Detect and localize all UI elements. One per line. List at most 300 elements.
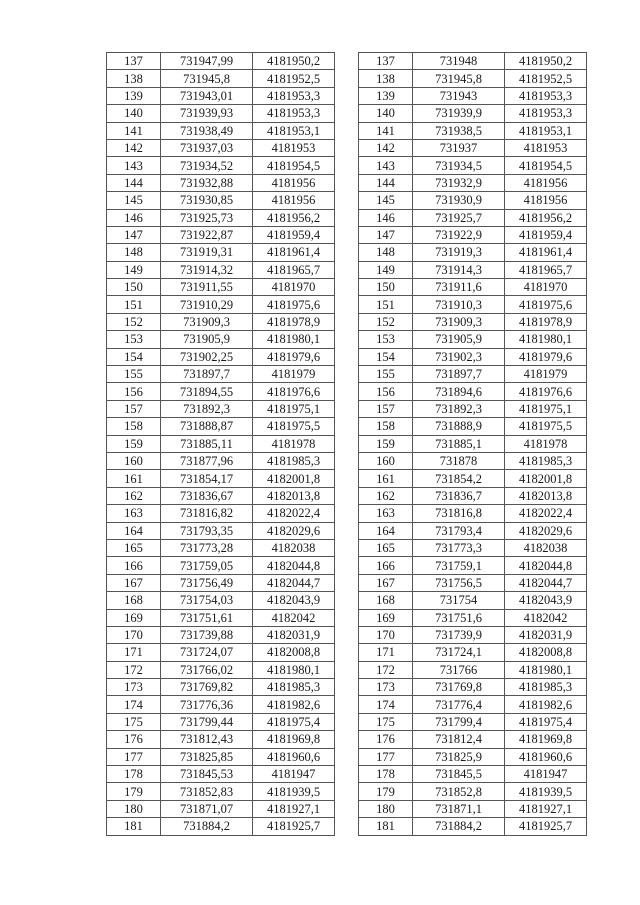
left-point-number-cell: 157: [107, 400, 161, 417]
right-point-number-cell: 141: [359, 122, 413, 139]
table-row: [107, 452, 587, 469]
left-y-coordinate-cell: 4181975,6: [253, 296, 335, 313]
left-point-number-cell: 155: [107, 366, 161, 383]
right-y-coordinate-cell: 4181985,3: [505, 679, 587, 696]
table-row: [107, 800, 587, 817]
left-y-coordinate-cell: 4182043,9: [253, 592, 335, 609]
left-y-coordinate-cell: 4181956,2: [253, 209, 335, 226]
left-x-coordinate-cell: 731885,11: [161, 435, 253, 452]
left-x-coordinate-cell: 731852,83: [161, 783, 253, 800]
right-y-coordinate-cell: 4181950,2: [505, 53, 587, 70]
table-row: [107, 679, 587, 696]
right-y-coordinate-cell: 4182042: [505, 609, 587, 626]
left-x-coordinate-cell: 731934,52: [161, 157, 253, 174]
left-y-coordinate-cell: 4181970: [253, 279, 335, 296]
table-row: [107, 174, 587, 191]
left-point-number-cell: 166: [107, 557, 161, 574]
left-x-coordinate-cell: 731871,07: [161, 800, 253, 817]
right-point-number-cell: 149: [359, 261, 413, 278]
column-gap: [335, 313, 359, 330]
right-point-number-cell: 170: [359, 626, 413, 643]
left-y-coordinate-cell: 4182008,8: [253, 644, 335, 661]
left-x-coordinate-cell: 731894,55: [161, 383, 253, 400]
left-x-coordinate-cell: 731897,7: [161, 366, 253, 383]
left-point-number-cell: 162: [107, 487, 161, 504]
table-row: [107, 609, 587, 626]
column-gap: [335, 626, 359, 643]
right-y-coordinate-cell: 4181953,1: [505, 122, 587, 139]
right-y-coordinate-cell: 4182044,7: [505, 574, 587, 591]
left-y-coordinate-cell: 4181965,7: [253, 261, 335, 278]
right-y-coordinate-cell: 4181961,4: [505, 244, 587, 261]
left-point-number-cell: 156: [107, 383, 161, 400]
right-point-number-cell: 139: [359, 87, 413, 104]
left-x-coordinate-cell: 731945,8: [161, 70, 253, 87]
left-x-coordinate-cell: 731854,17: [161, 470, 253, 487]
table-row: [107, 626, 587, 643]
right-x-coordinate-cell: 731759,1: [413, 557, 505, 574]
right-y-coordinate-cell: 4181953: [505, 139, 587, 156]
right-x-coordinate-cell: 731934,5: [413, 157, 505, 174]
left-point-number-cell: 159: [107, 435, 161, 452]
right-x-coordinate-cell: 731932,9: [413, 174, 505, 191]
right-y-coordinate-cell: 4181927,1: [505, 800, 587, 817]
right-point-number-cell: 143: [359, 157, 413, 174]
left-x-coordinate-cell: 731914,32: [161, 261, 253, 278]
right-point-number-cell: 164: [359, 522, 413, 539]
right-point-number-cell: 166: [359, 557, 413, 574]
left-point-number-cell: 170: [107, 626, 161, 643]
left-y-coordinate-cell: 4181953,3: [253, 105, 335, 122]
left-point-number-cell: 169: [107, 609, 161, 626]
left-y-coordinate-cell: 4181976,6: [253, 383, 335, 400]
right-point-number-cell: 173: [359, 679, 413, 696]
left-x-coordinate-cell: 731769,82: [161, 679, 253, 696]
right-point-number-cell: 152: [359, 313, 413, 330]
left-y-coordinate-cell: 4181950,2: [253, 53, 335, 70]
right-y-coordinate-cell: 4181952,5: [505, 70, 587, 87]
right-y-coordinate-cell: 4181939,5: [505, 783, 587, 800]
left-point-number-cell: 147: [107, 226, 161, 243]
table-row: [107, 87, 587, 104]
right-y-coordinate-cell: 4181953,3: [505, 87, 587, 104]
right-x-coordinate-cell: 731945,8: [413, 70, 505, 87]
left-y-coordinate-cell: 4182038: [253, 539, 335, 556]
left-y-coordinate-cell: 4181985,3: [253, 679, 335, 696]
right-y-coordinate-cell: 4181956,2: [505, 209, 587, 226]
column-gap: [335, 696, 359, 713]
right-x-coordinate-cell: 731871,1: [413, 800, 505, 817]
right-y-coordinate-cell: 4181985,3: [505, 452, 587, 469]
left-y-coordinate-cell: 4182042: [253, 609, 335, 626]
table-row: [107, 748, 587, 765]
left-x-coordinate-cell: 731724,07: [161, 644, 253, 661]
column-gap: [335, 731, 359, 748]
left-point-number-cell: 175: [107, 713, 161, 730]
right-point-number-cell: 154: [359, 348, 413, 365]
right-y-coordinate-cell: 4181956: [505, 192, 587, 209]
right-point-number-cell: 168: [359, 592, 413, 609]
right-point-number-cell: 180: [359, 800, 413, 817]
right-y-coordinate-cell: 4181976,6: [505, 383, 587, 400]
left-x-coordinate-cell: 731888,87: [161, 418, 253, 435]
table-row: [107, 383, 587, 400]
table-row: [107, 105, 587, 122]
right-y-coordinate-cell: 4182031,9: [505, 626, 587, 643]
right-x-coordinate-cell: 731897,7: [413, 366, 505, 383]
column-gap: [335, 400, 359, 417]
left-x-coordinate-cell: 731845,53: [161, 766, 253, 783]
column-gap: [335, 105, 359, 122]
right-x-coordinate-cell: 731812,4: [413, 731, 505, 748]
right-x-coordinate-cell: 731922,9: [413, 226, 505, 243]
right-point-number-cell: 151: [359, 296, 413, 313]
right-y-coordinate-cell: 4182029,6: [505, 522, 587, 539]
left-x-coordinate-cell: 731932,88: [161, 174, 253, 191]
column-gap: [335, 800, 359, 817]
column-gap: [335, 244, 359, 261]
right-y-coordinate-cell: 4181980,1: [505, 661, 587, 678]
left-y-coordinate-cell: 4181953: [253, 139, 335, 156]
column-gap: [335, 157, 359, 174]
right-point-number-cell: 175: [359, 713, 413, 730]
column-gap: [335, 348, 359, 365]
left-x-coordinate-cell: 731892,3: [161, 400, 253, 417]
left-x-coordinate-cell: 731877,96: [161, 452, 253, 469]
right-point-number-cell: 142: [359, 139, 413, 156]
right-point-number-cell: 179: [359, 783, 413, 800]
column-gap: [335, 331, 359, 348]
left-x-coordinate-cell: 731754,03: [161, 592, 253, 609]
left-point-number-cell: 174: [107, 696, 161, 713]
right-x-coordinate-cell: 731854,2: [413, 470, 505, 487]
table-row: [107, 522, 587, 539]
right-y-coordinate-cell: 4181970: [505, 279, 587, 296]
left-y-coordinate-cell: 4181982,6: [253, 696, 335, 713]
right-y-coordinate-cell: 4181956: [505, 174, 587, 191]
column-gap: [335, 418, 359, 435]
left-x-coordinate-cell: 731902,25: [161, 348, 253, 365]
right-y-coordinate-cell: 4181982,6: [505, 696, 587, 713]
left-x-coordinate-cell: 731759,05: [161, 557, 253, 574]
left-point-number-cell: 176: [107, 731, 161, 748]
left-point-number-cell: 141: [107, 122, 161, 139]
right-x-coordinate-cell: 731756,5: [413, 574, 505, 591]
right-point-number-cell: 159: [359, 435, 413, 452]
left-point-number-cell: 150: [107, 279, 161, 296]
left-x-coordinate-cell: 731751,61: [161, 609, 253, 626]
left-y-coordinate-cell: 4181925,7: [253, 818, 335, 835]
right-point-number-cell: 144: [359, 174, 413, 191]
right-y-coordinate-cell: 4182043,9: [505, 592, 587, 609]
right-point-number-cell: 163: [359, 505, 413, 522]
table-row: [107, 139, 587, 156]
left-point-number-cell: 137: [107, 53, 161, 70]
right-x-coordinate-cell: 731892,3: [413, 400, 505, 417]
table-row: [107, 470, 587, 487]
left-y-coordinate-cell: 4182001,8: [253, 470, 335, 487]
left-x-coordinate-cell: 731756,49: [161, 574, 253, 591]
left-x-coordinate-cell: 731919,31: [161, 244, 253, 261]
column-gap: [335, 522, 359, 539]
column-gap: [335, 505, 359, 522]
right-x-coordinate-cell: 731724,1: [413, 644, 505, 661]
right-y-coordinate-cell: 4181980,1: [505, 331, 587, 348]
right-x-coordinate-cell: 731894,6: [413, 383, 505, 400]
left-y-coordinate-cell: 4181954,5: [253, 157, 335, 174]
left-point-number-cell: 146: [107, 209, 161, 226]
column-gap: [335, 53, 359, 70]
left-y-coordinate-cell: 4182031,9: [253, 626, 335, 643]
right-y-coordinate-cell: 4181975,1: [505, 400, 587, 417]
right-x-coordinate-cell: 731825,9: [413, 748, 505, 765]
left-x-coordinate-cell: 731816,82: [161, 505, 253, 522]
left-y-coordinate-cell: 4181980,1: [253, 331, 335, 348]
left-y-coordinate-cell: 4182013,8: [253, 487, 335, 504]
left-y-coordinate-cell: 4182044,8: [253, 557, 335, 574]
right-point-number-cell: 138: [359, 70, 413, 87]
left-x-coordinate-cell: 731947,99: [161, 53, 253, 70]
left-point-number-cell: 177: [107, 748, 161, 765]
left-point-number-cell: 152: [107, 313, 161, 330]
table-row: [107, 348, 587, 365]
left-y-coordinate-cell: 4182029,6: [253, 522, 335, 539]
left-point-number-cell: 154: [107, 348, 161, 365]
right-y-coordinate-cell: 4181978,9: [505, 313, 587, 330]
column-gap: [335, 226, 359, 243]
right-y-coordinate-cell: 4181979: [505, 366, 587, 383]
left-y-coordinate-cell: 4181927,1: [253, 800, 335, 817]
right-y-coordinate-cell: 4182038: [505, 539, 587, 556]
left-x-coordinate-cell: 731930,85: [161, 192, 253, 209]
right-y-coordinate-cell: 4181969,8: [505, 731, 587, 748]
left-point-number-cell: 179: [107, 783, 161, 800]
right-point-number-cell: 150: [359, 279, 413, 296]
right-x-coordinate-cell: 731751,6: [413, 609, 505, 626]
table-row: [107, 53, 587, 70]
right-y-coordinate-cell: 4181975,4: [505, 713, 587, 730]
column-gap: [335, 174, 359, 191]
table-row: [107, 226, 587, 243]
column-gap: [335, 383, 359, 400]
right-point-number-cell: 171: [359, 644, 413, 661]
table-row: [107, 539, 587, 556]
right-x-coordinate-cell: 731739,9: [413, 626, 505, 643]
left-point-number-cell: 164: [107, 522, 161, 539]
table-row: [107, 713, 587, 730]
column-gap: [335, 539, 359, 556]
coordinates-table-body: [107, 53, 587, 836]
left-point-number-cell: 153: [107, 331, 161, 348]
column-gap: [335, 139, 359, 156]
right-x-coordinate-cell: 731836,7: [413, 487, 505, 504]
right-x-coordinate-cell: 731776,4: [413, 696, 505, 713]
table-row: [107, 209, 587, 226]
left-x-coordinate-cell: 731773,28: [161, 539, 253, 556]
right-x-coordinate-cell: 731773,3: [413, 539, 505, 556]
table-row: [107, 818, 587, 835]
left-y-coordinate-cell: 4181978,9: [253, 313, 335, 330]
column-gap: [335, 766, 359, 783]
left-point-number-cell: 180: [107, 800, 161, 817]
table-row: [107, 783, 587, 800]
left-x-coordinate-cell: 731776,36: [161, 696, 253, 713]
right-x-coordinate-cell: 731925,7: [413, 209, 505, 226]
right-point-number-cell: 174: [359, 696, 413, 713]
right-point-number-cell: 140: [359, 105, 413, 122]
left-x-coordinate-cell: 731766,02: [161, 661, 253, 678]
right-y-coordinate-cell: 4182001,8: [505, 470, 587, 487]
right-point-number-cell: 155: [359, 366, 413, 383]
right-y-coordinate-cell: 4182022,4: [505, 505, 587, 522]
column-gap: [335, 470, 359, 487]
right-x-coordinate-cell: 731919,3: [413, 244, 505, 261]
table-row: [107, 644, 587, 661]
right-y-coordinate-cell: 4181960,6: [505, 748, 587, 765]
right-x-coordinate-cell: 731816,8: [413, 505, 505, 522]
right-point-number-cell: 181: [359, 818, 413, 835]
right-y-coordinate-cell: 4181954,5: [505, 157, 587, 174]
left-point-number-cell: 138: [107, 70, 161, 87]
left-x-coordinate-cell: 731884,2: [161, 818, 253, 835]
right-x-coordinate-cell: 731884,2: [413, 818, 505, 835]
right-point-number-cell: 167: [359, 574, 413, 591]
left-x-coordinate-cell: 731939,93: [161, 105, 253, 122]
right-x-coordinate-cell: 731937: [413, 139, 505, 156]
right-point-number-cell: 156: [359, 383, 413, 400]
column-gap: [335, 122, 359, 139]
left-point-number-cell: 151: [107, 296, 161, 313]
left-y-coordinate-cell: 4181960,6: [253, 748, 335, 765]
left-x-coordinate-cell: 731812,43: [161, 731, 253, 748]
left-y-coordinate-cell: 4181980,1: [253, 661, 335, 678]
table-row: [107, 435, 587, 452]
left-y-coordinate-cell: 4181969,8: [253, 731, 335, 748]
right-x-coordinate-cell: 731905,9: [413, 331, 505, 348]
left-y-coordinate-cell: 4181959,4: [253, 226, 335, 243]
left-y-coordinate-cell: 4181953,1: [253, 122, 335, 139]
left-point-number-cell: 139: [107, 87, 161, 104]
column-gap: [335, 366, 359, 383]
left-y-coordinate-cell: 4181939,5: [253, 783, 335, 800]
left-x-coordinate-cell: 731910,29: [161, 296, 253, 313]
right-y-coordinate-cell: 4182013,8: [505, 487, 587, 504]
left-y-coordinate-cell: 4181947: [253, 766, 335, 783]
table-row: [107, 122, 587, 139]
left-x-coordinate-cell: 731925,73: [161, 209, 253, 226]
column-gap: [335, 87, 359, 104]
table-row: [107, 505, 587, 522]
right-x-coordinate-cell: 731793,4: [413, 522, 505, 539]
left-point-number-cell: 143: [107, 157, 161, 174]
left-point-number-cell: 140: [107, 105, 161, 122]
table-row: [107, 192, 587, 209]
right-point-number-cell: 157: [359, 400, 413, 417]
column-gap: [335, 592, 359, 609]
right-x-coordinate-cell: 731943: [413, 87, 505, 104]
left-point-number-cell: 145: [107, 192, 161, 209]
right-x-coordinate-cell: 731938,5: [413, 122, 505, 139]
left-point-number-cell: 161: [107, 470, 161, 487]
left-x-coordinate-cell: 731739,88: [161, 626, 253, 643]
column-gap: [335, 644, 359, 661]
column-gap: [335, 487, 359, 504]
column-gap: [335, 70, 359, 87]
right-point-number-cell: 158: [359, 418, 413, 435]
left-point-number-cell: 167: [107, 574, 161, 591]
table-row: [107, 331, 587, 348]
column-gap: [335, 296, 359, 313]
left-y-coordinate-cell: 4181975,1: [253, 400, 335, 417]
table-row: [107, 157, 587, 174]
left-y-coordinate-cell: 4181979,6: [253, 348, 335, 365]
column-gap: [335, 748, 359, 765]
left-y-coordinate-cell: 4181956: [253, 174, 335, 191]
left-x-coordinate-cell: 731909,3: [161, 313, 253, 330]
right-x-coordinate-cell: 731754: [413, 592, 505, 609]
left-point-number-cell: 181: [107, 818, 161, 835]
right-x-coordinate-cell: 731888,9: [413, 418, 505, 435]
table-row: [107, 70, 587, 87]
table-row: [107, 696, 587, 713]
table-row: [107, 592, 587, 609]
column-gap: [335, 261, 359, 278]
right-point-number-cell: 153: [359, 331, 413, 348]
right-y-coordinate-cell: 4181953,3: [505, 105, 587, 122]
left-x-coordinate-cell: 731905,9: [161, 331, 253, 348]
left-point-number-cell: 158: [107, 418, 161, 435]
coordinates-table: [106, 52, 587, 836]
left-y-coordinate-cell: 4181952,5: [253, 70, 335, 87]
right-point-number-cell: 172: [359, 661, 413, 678]
right-x-coordinate-cell: 731948: [413, 53, 505, 70]
table-row: [107, 487, 587, 504]
left-y-coordinate-cell: 4181956: [253, 192, 335, 209]
right-x-coordinate-cell: 731852,8: [413, 783, 505, 800]
table-row: [107, 400, 587, 417]
column-gap: [335, 452, 359, 469]
column-gap: [335, 209, 359, 226]
column-gap: [335, 279, 359, 296]
left-y-coordinate-cell: 4182044,7: [253, 574, 335, 591]
left-point-number-cell: 171: [107, 644, 161, 661]
left-y-coordinate-cell: 4181979: [253, 366, 335, 383]
right-y-coordinate-cell: 4182008,8: [505, 644, 587, 661]
table-row: [107, 766, 587, 783]
right-point-number-cell: 160: [359, 452, 413, 469]
right-x-coordinate-cell: 731911,6: [413, 279, 505, 296]
right-point-number-cell: 177: [359, 748, 413, 765]
right-x-coordinate-cell: 731885,1: [413, 435, 505, 452]
table-row: [107, 661, 587, 678]
column-gap: [335, 574, 359, 591]
right-point-number-cell: 148: [359, 244, 413, 261]
right-y-coordinate-cell: 4181979,6: [505, 348, 587, 365]
table-row: [107, 296, 587, 313]
left-x-coordinate-cell: 731793,35: [161, 522, 253, 539]
right-point-number-cell: 178: [359, 766, 413, 783]
right-point-number-cell: 137: [359, 53, 413, 70]
right-x-coordinate-cell: 731909,3: [413, 313, 505, 330]
left-point-number-cell: 160: [107, 452, 161, 469]
column-gap: [335, 557, 359, 574]
left-point-number-cell: 172: [107, 661, 161, 678]
right-point-number-cell: 146: [359, 209, 413, 226]
left-point-number-cell: 178: [107, 766, 161, 783]
right-x-coordinate-cell: 731799,4: [413, 713, 505, 730]
right-point-number-cell: 147: [359, 226, 413, 243]
table-row: [107, 574, 587, 591]
